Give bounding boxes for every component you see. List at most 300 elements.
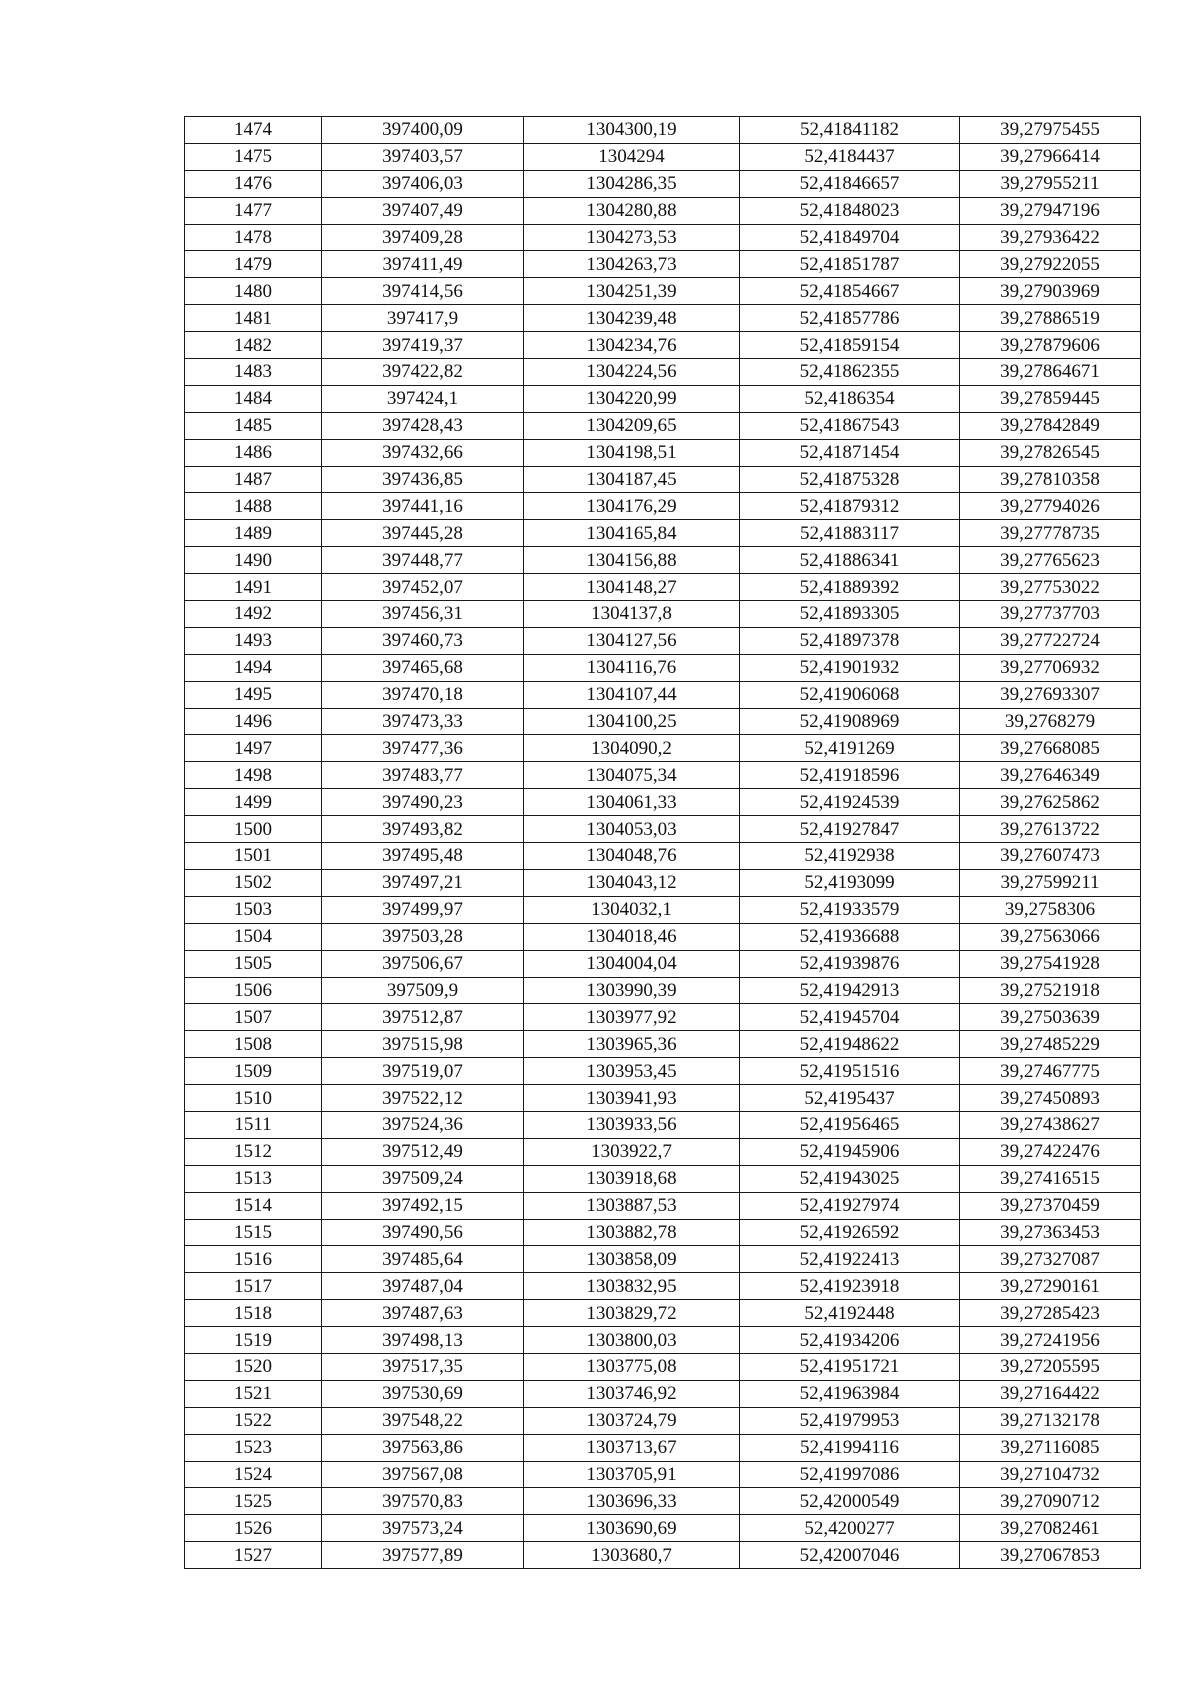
longitude-cell: 39,27722724 xyxy=(960,627,1141,654)
y-coordinate-cell: 1303887,53 xyxy=(524,1192,740,1219)
y-coordinate-cell: 1303800,03 xyxy=(524,1327,740,1354)
point-number-cell: 1513 xyxy=(185,1165,322,1192)
point-number-cell: 1504 xyxy=(185,923,322,950)
table-row xyxy=(185,385,1141,412)
table-row xyxy=(185,1165,1141,1192)
table-row xyxy=(185,359,1141,386)
point-number-cell: 1512 xyxy=(185,1138,322,1165)
point-number-cell: 1515 xyxy=(185,1219,322,1246)
point-number-cell: 1522 xyxy=(185,1407,322,1434)
x-coordinate-cell: 397497,21 xyxy=(322,869,524,896)
table-row xyxy=(185,412,1141,439)
table-row xyxy=(185,520,1141,547)
x-coordinate-cell: 397485,64 xyxy=(322,1246,524,1273)
x-coordinate-cell: 397512,87 xyxy=(322,1004,524,1031)
table-row xyxy=(185,1407,1141,1434)
table-row xyxy=(185,627,1141,654)
y-coordinate-cell: 1304187,45 xyxy=(524,466,740,493)
longitude-cell: 39,27090712 xyxy=(960,1488,1141,1515)
table-row xyxy=(185,708,1141,735)
coordinates-table xyxy=(184,116,1141,1569)
latitude-cell: 52,41956465 xyxy=(740,1111,960,1138)
point-number-cell: 1502 xyxy=(185,869,322,896)
longitude-cell: 39,27922055 xyxy=(960,251,1141,278)
y-coordinate-cell: 1304048,76 xyxy=(524,843,740,870)
latitude-cell: 52,41846657 xyxy=(740,170,960,197)
point-number-cell: 1505 xyxy=(185,950,322,977)
y-coordinate-cell: 1304032,1 xyxy=(524,896,740,923)
table-row xyxy=(185,1380,1141,1407)
y-coordinate-cell: 1304294 xyxy=(524,143,740,170)
point-number-cell: 1503 xyxy=(185,896,322,923)
table-row xyxy=(185,1542,1141,1569)
longitude-cell: 39,27947196 xyxy=(960,197,1141,224)
x-coordinate-cell: 397524,36 xyxy=(322,1111,524,1138)
latitude-cell: 52,4192938 xyxy=(740,843,960,870)
x-coordinate-cell: 397465,68 xyxy=(322,654,524,681)
point-number-cell: 1508 xyxy=(185,1031,322,1058)
longitude-cell: 39,2768279 xyxy=(960,708,1141,735)
y-coordinate-cell: 1304107,44 xyxy=(524,681,740,708)
x-coordinate-cell: 397499,97 xyxy=(322,896,524,923)
latitude-cell: 52,41918596 xyxy=(740,762,960,789)
longitude-cell: 39,27613722 xyxy=(960,816,1141,843)
point-number-cell: 1500 xyxy=(185,816,322,843)
y-coordinate-cell: 1303953,45 xyxy=(524,1058,740,1085)
longitude-cell: 39,27794026 xyxy=(960,493,1141,520)
latitude-cell: 52,41901932 xyxy=(740,654,960,681)
latitude-cell: 52,41862355 xyxy=(740,359,960,386)
y-coordinate-cell: 1304224,56 xyxy=(524,359,740,386)
latitude-cell: 52,41893305 xyxy=(740,601,960,628)
latitude-cell: 52,41979953 xyxy=(740,1407,960,1434)
longitude-cell: 39,27521918 xyxy=(960,977,1141,1004)
point-number-cell: 1484 xyxy=(185,385,322,412)
x-coordinate-cell: 397495,48 xyxy=(322,843,524,870)
longitude-cell: 39,27290161 xyxy=(960,1273,1141,1300)
table-row xyxy=(185,1111,1141,1138)
table-row xyxy=(185,305,1141,332)
x-coordinate-cell: 397411,49 xyxy=(322,251,524,278)
point-number-cell: 1477 xyxy=(185,197,322,224)
y-coordinate-cell: 1304251,39 xyxy=(524,278,740,305)
point-number-cell: 1497 xyxy=(185,735,322,762)
table-row xyxy=(185,1300,1141,1327)
longitude-cell: 39,27370459 xyxy=(960,1192,1141,1219)
y-coordinate-cell: 1304018,46 xyxy=(524,923,740,950)
table-row xyxy=(185,1273,1141,1300)
longitude-cell: 39,27485229 xyxy=(960,1031,1141,1058)
latitude-cell: 52,41926592 xyxy=(740,1219,960,1246)
latitude-cell: 52,41942913 xyxy=(740,977,960,1004)
latitude-cell: 52,42000549 xyxy=(740,1488,960,1515)
point-number-cell: 1476 xyxy=(185,170,322,197)
latitude-cell: 52,41951516 xyxy=(740,1058,960,1085)
point-number-cell: 1527 xyxy=(185,1542,322,1569)
latitude-cell: 52,4193099 xyxy=(740,869,960,896)
x-coordinate-cell: 397424,1 xyxy=(322,385,524,412)
longitude-cell: 39,27082461 xyxy=(960,1515,1141,1542)
latitude-cell: 52,41841182 xyxy=(740,117,960,144)
longitude-cell: 39,27706932 xyxy=(960,654,1141,681)
x-coordinate-cell: 397445,28 xyxy=(322,520,524,547)
x-coordinate-cell: 397487,04 xyxy=(322,1273,524,1300)
longitude-cell: 39,27067853 xyxy=(960,1542,1141,1569)
y-coordinate-cell: 1304234,76 xyxy=(524,332,740,359)
y-coordinate-cell: 1304137,8 xyxy=(524,601,740,628)
longitude-cell: 39,27607473 xyxy=(960,843,1141,870)
latitude-cell: 52,41927974 xyxy=(740,1192,960,1219)
point-number-cell: 1483 xyxy=(185,359,322,386)
x-coordinate-cell: 397470,18 xyxy=(322,681,524,708)
longitude-cell: 39,27879606 xyxy=(960,332,1141,359)
point-number-cell: 1518 xyxy=(185,1300,322,1327)
longitude-cell: 39,27450893 xyxy=(960,1085,1141,1112)
point-number-cell: 1491 xyxy=(185,574,322,601)
x-coordinate-cell: 397577,89 xyxy=(322,1542,524,1569)
latitude-cell: 52,41851787 xyxy=(740,251,960,278)
y-coordinate-cell: 1304043,12 xyxy=(524,869,740,896)
longitude-cell: 39,27132178 xyxy=(960,1407,1141,1434)
x-coordinate-cell: 397498,13 xyxy=(322,1327,524,1354)
x-coordinate-cell: 397570,83 xyxy=(322,1488,524,1515)
point-number-cell: 1520 xyxy=(185,1353,322,1380)
table-row xyxy=(185,224,1141,251)
x-coordinate-cell: 397428,43 xyxy=(322,412,524,439)
point-number-cell: 1496 xyxy=(185,708,322,735)
y-coordinate-cell: 1304280,88 xyxy=(524,197,740,224)
table-row xyxy=(185,278,1141,305)
point-number-cell: 1485 xyxy=(185,412,322,439)
point-number-cell: 1474 xyxy=(185,117,322,144)
x-coordinate-cell: 397487,63 xyxy=(322,1300,524,1327)
table-row xyxy=(185,493,1141,520)
table-row xyxy=(185,197,1141,224)
x-coordinate-cell: 397432,66 xyxy=(322,439,524,466)
y-coordinate-cell: 1304075,34 xyxy=(524,762,740,789)
y-coordinate-cell: 1303724,79 xyxy=(524,1407,740,1434)
latitude-cell: 52,4186354 xyxy=(740,385,960,412)
y-coordinate-cell: 1304176,29 xyxy=(524,493,740,520)
y-coordinate-cell: 1304148,27 xyxy=(524,574,740,601)
x-coordinate-cell: 397406,03 xyxy=(322,170,524,197)
x-coordinate-cell: 397567,08 xyxy=(322,1461,524,1488)
table-row xyxy=(185,143,1141,170)
longitude-cell: 39,27625862 xyxy=(960,789,1141,816)
point-number-cell: 1489 xyxy=(185,520,322,547)
latitude-cell: 52,42007046 xyxy=(740,1542,960,1569)
longitude-cell: 39,27164422 xyxy=(960,1380,1141,1407)
longitude-cell: 39,27975455 xyxy=(960,117,1141,144)
longitude-cell: 39,27327087 xyxy=(960,1246,1141,1273)
table-row xyxy=(185,1085,1141,1112)
y-coordinate-cell: 1303922,7 xyxy=(524,1138,740,1165)
point-number-cell: 1501 xyxy=(185,843,322,870)
latitude-cell: 52,41943025 xyxy=(740,1165,960,1192)
latitude-cell: 52,41875328 xyxy=(740,466,960,493)
y-coordinate-cell: 1303680,7 xyxy=(524,1542,740,1569)
x-coordinate-cell: 397530,69 xyxy=(322,1380,524,1407)
table-row xyxy=(185,1219,1141,1246)
point-number-cell: 1506 xyxy=(185,977,322,1004)
table-row xyxy=(185,466,1141,493)
latitude-cell: 52,41879312 xyxy=(740,493,960,520)
x-coordinate-cell: 397492,15 xyxy=(322,1192,524,1219)
point-number-cell: 1486 xyxy=(185,439,322,466)
y-coordinate-cell: 1303977,92 xyxy=(524,1004,740,1031)
latitude-cell: 52,41997086 xyxy=(740,1461,960,1488)
longitude-cell: 39,27936422 xyxy=(960,224,1141,251)
x-coordinate-cell: 397452,07 xyxy=(322,574,524,601)
x-coordinate-cell: 397417,9 xyxy=(322,305,524,332)
table-row xyxy=(185,1138,1141,1165)
x-coordinate-cell: 397506,67 xyxy=(322,950,524,977)
longitude-cell: 39,27859445 xyxy=(960,385,1141,412)
longitude-cell: 39,27778735 xyxy=(960,520,1141,547)
longitude-cell: 39,27753022 xyxy=(960,574,1141,601)
table-row xyxy=(185,762,1141,789)
y-coordinate-cell: 1303696,33 xyxy=(524,1488,740,1515)
latitude-cell: 52,4192448 xyxy=(740,1300,960,1327)
table-row xyxy=(185,1488,1141,1515)
point-number-cell: 1480 xyxy=(185,278,322,305)
y-coordinate-cell: 1304239,48 xyxy=(524,305,740,332)
x-coordinate-cell: 397522,12 xyxy=(322,1085,524,1112)
longitude-cell: 39,27842849 xyxy=(960,412,1141,439)
table-row xyxy=(185,896,1141,923)
table-row xyxy=(185,1031,1141,1058)
x-coordinate-cell: 397400,09 xyxy=(322,117,524,144)
latitude-cell: 52,41963984 xyxy=(740,1380,960,1407)
y-coordinate-cell: 1304127,56 xyxy=(524,627,740,654)
point-number-cell: 1488 xyxy=(185,493,322,520)
y-coordinate-cell: 1304116,76 xyxy=(524,654,740,681)
table-row xyxy=(185,869,1141,896)
longitude-cell: 39,27467775 xyxy=(960,1058,1141,1085)
x-coordinate-cell: 397548,22 xyxy=(322,1407,524,1434)
point-number-cell: 1509 xyxy=(185,1058,322,1085)
point-number-cell: 1510 xyxy=(185,1085,322,1112)
latitude-cell: 52,41994116 xyxy=(740,1434,960,1461)
table-row xyxy=(185,735,1141,762)
latitude-cell: 52,41857786 xyxy=(740,305,960,332)
latitude-cell: 52,41945704 xyxy=(740,1004,960,1031)
y-coordinate-cell: 1304156,88 xyxy=(524,547,740,574)
latitude-cell: 52,41906068 xyxy=(740,681,960,708)
table-row xyxy=(185,332,1141,359)
y-coordinate-cell: 1304209,65 xyxy=(524,412,740,439)
table-row xyxy=(185,1192,1141,1219)
table-row xyxy=(185,1004,1141,1031)
latitude-cell: 52,41923918 xyxy=(740,1273,960,1300)
x-coordinate-cell: 397436,85 xyxy=(322,466,524,493)
latitude-cell: 52,41886341 xyxy=(740,547,960,574)
x-coordinate-cell: 397409,28 xyxy=(322,224,524,251)
longitude-cell: 39,27285423 xyxy=(960,1300,1141,1327)
longitude-cell: 39,27503639 xyxy=(960,1004,1141,1031)
latitude-cell: 52,41936688 xyxy=(740,923,960,950)
x-coordinate-cell: 397419,37 xyxy=(322,332,524,359)
x-coordinate-cell: 397422,82 xyxy=(322,359,524,386)
x-coordinate-cell: 397490,23 xyxy=(322,789,524,816)
point-number-cell: 1481 xyxy=(185,305,322,332)
latitude-cell: 52,41897378 xyxy=(740,627,960,654)
longitude-cell: 39,27864671 xyxy=(960,359,1141,386)
table-row xyxy=(185,654,1141,681)
table-row xyxy=(185,1353,1141,1380)
longitude-cell: 39,27810358 xyxy=(960,466,1141,493)
table-row xyxy=(185,1434,1141,1461)
table-row xyxy=(185,547,1141,574)
table-row xyxy=(185,1246,1141,1273)
x-coordinate-cell: 397512,49 xyxy=(322,1138,524,1165)
longitude-cell: 39,27966414 xyxy=(960,143,1141,170)
longitude-cell: 39,27563066 xyxy=(960,923,1141,950)
table-row xyxy=(185,843,1141,870)
longitude-cell: 39,27903969 xyxy=(960,278,1141,305)
point-number-cell: 1511 xyxy=(185,1111,322,1138)
point-number-cell: 1487 xyxy=(185,466,322,493)
y-coordinate-cell: 1303746,92 xyxy=(524,1380,740,1407)
point-number-cell: 1475 xyxy=(185,143,322,170)
x-coordinate-cell: 397503,28 xyxy=(322,923,524,950)
x-coordinate-cell: 397403,57 xyxy=(322,143,524,170)
table-row xyxy=(185,977,1141,1004)
x-coordinate-cell: 397477,36 xyxy=(322,735,524,762)
longitude-cell: 39,27765623 xyxy=(960,547,1141,574)
x-coordinate-cell: 397414,56 xyxy=(322,278,524,305)
table-row xyxy=(185,1461,1141,1488)
latitude-cell: 52,41854667 xyxy=(740,278,960,305)
point-number-cell: 1517 xyxy=(185,1273,322,1300)
table-row xyxy=(185,170,1141,197)
longitude-cell: 39,27422476 xyxy=(960,1138,1141,1165)
point-number-cell: 1525 xyxy=(185,1488,322,1515)
x-coordinate-cell: 397456,31 xyxy=(322,601,524,628)
table-row xyxy=(185,681,1141,708)
x-coordinate-cell: 397441,16 xyxy=(322,493,524,520)
x-coordinate-cell: 397517,35 xyxy=(322,1353,524,1380)
y-coordinate-cell: 1304273,53 xyxy=(524,224,740,251)
latitude-cell: 52,41871454 xyxy=(740,439,960,466)
longitude-cell: 39,27886519 xyxy=(960,305,1141,332)
y-coordinate-cell: 1304053,03 xyxy=(524,816,740,843)
longitude-cell: 39,27205595 xyxy=(960,1353,1141,1380)
y-coordinate-cell: 1303829,72 xyxy=(524,1300,740,1327)
point-number-cell: 1526 xyxy=(185,1515,322,1542)
point-number-cell: 1524 xyxy=(185,1461,322,1488)
latitude-cell: 52,41849704 xyxy=(740,224,960,251)
latitude-cell: 52,41889392 xyxy=(740,574,960,601)
latitude-cell: 52,41908969 xyxy=(740,708,960,735)
point-number-cell: 1490 xyxy=(185,547,322,574)
table-row xyxy=(185,601,1141,628)
x-coordinate-cell: 397490,56 xyxy=(322,1219,524,1246)
y-coordinate-cell: 1303918,68 xyxy=(524,1165,740,1192)
y-coordinate-cell: 1303713,67 xyxy=(524,1434,740,1461)
y-coordinate-cell: 1304286,35 xyxy=(524,170,740,197)
x-coordinate-cell: 397509,9 xyxy=(322,977,524,1004)
longitude-cell: 39,27416515 xyxy=(960,1165,1141,1192)
point-number-cell: 1495 xyxy=(185,681,322,708)
longitude-cell: 39,27599211 xyxy=(960,869,1141,896)
latitude-cell: 52,41867543 xyxy=(740,412,960,439)
x-coordinate-cell: 397493,82 xyxy=(322,816,524,843)
y-coordinate-cell: 1304100,25 xyxy=(524,708,740,735)
table-row xyxy=(185,251,1141,278)
x-coordinate-cell: 397460,73 xyxy=(322,627,524,654)
latitude-cell: 52,41883117 xyxy=(740,520,960,547)
point-number-cell: 1498 xyxy=(185,762,322,789)
y-coordinate-cell: 1303965,36 xyxy=(524,1031,740,1058)
table-row xyxy=(185,574,1141,601)
longitude-cell: 39,27737703 xyxy=(960,601,1141,628)
table-row xyxy=(185,923,1141,950)
y-coordinate-cell: 1303832,95 xyxy=(524,1273,740,1300)
table-row xyxy=(185,439,1141,466)
point-number-cell: 1523 xyxy=(185,1434,322,1461)
latitude-cell: 52,41933579 xyxy=(740,896,960,923)
table-row xyxy=(185,1327,1141,1354)
y-coordinate-cell: 1304263,73 xyxy=(524,251,740,278)
y-coordinate-cell: 1303858,09 xyxy=(524,1246,740,1273)
latitude-cell: 52,41948622 xyxy=(740,1031,960,1058)
latitude-cell: 52,41934206 xyxy=(740,1327,960,1354)
point-number-cell: 1507 xyxy=(185,1004,322,1031)
latitude-cell: 52,41951721 xyxy=(740,1353,960,1380)
longitude-cell: 39,27241956 xyxy=(960,1327,1141,1354)
latitude-cell: 52,4195437 xyxy=(740,1085,960,1112)
y-coordinate-cell: 1304198,51 xyxy=(524,439,740,466)
point-number-cell: 1516 xyxy=(185,1246,322,1273)
longitude-cell: 39,27438627 xyxy=(960,1111,1141,1138)
y-coordinate-cell: 1304090,2 xyxy=(524,735,740,762)
table-row xyxy=(185,950,1141,977)
longitude-cell: 39,27363453 xyxy=(960,1219,1141,1246)
y-coordinate-cell: 1303933,56 xyxy=(524,1111,740,1138)
latitude-cell: 52,41927847 xyxy=(740,816,960,843)
point-number-cell: 1493 xyxy=(185,627,322,654)
longitude-cell: 39,27646349 xyxy=(960,762,1141,789)
x-coordinate-cell: 397515,98 xyxy=(322,1031,524,1058)
point-number-cell: 1521 xyxy=(185,1380,322,1407)
latitude-cell: 52,41939876 xyxy=(740,950,960,977)
y-coordinate-cell: 1304300,19 xyxy=(524,117,740,144)
longitude-cell: 39,27541928 xyxy=(960,950,1141,977)
latitude-cell: 52,4200277 xyxy=(740,1515,960,1542)
y-coordinate-cell: 1304061,33 xyxy=(524,789,740,816)
x-coordinate-cell: 397519,07 xyxy=(322,1058,524,1085)
table-row xyxy=(185,117,1141,144)
y-coordinate-cell: 1303705,91 xyxy=(524,1461,740,1488)
table-row xyxy=(185,816,1141,843)
longitude-cell: 39,27104732 xyxy=(960,1461,1141,1488)
latitude-cell: 52,41848023 xyxy=(740,197,960,224)
y-coordinate-cell: 1303690,69 xyxy=(524,1515,740,1542)
x-coordinate-cell: 397483,77 xyxy=(322,762,524,789)
coordinates-table-body xyxy=(185,117,1141,1569)
y-coordinate-cell: 1303882,78 xyxy=(524,1219,740,1246)
latitude-cell: 52,41922413 xyxy=(740,1246,960,1273)
longitude-cell: 39,2758306 xyxy=(960,896,1141,923)
longitude-cell: 39,27955211 xyxy=(960,170,1141,197)
latitude-cell: 52,41924539 xyxy=(740,789,960,816)
y-coordinate-cell: 1304220,99 xyxy=(524,385,740,412)
longitude-cell: 39,27116085 xyxy=(960,1434,1141,1461)
latitude-cell: 52,4191269 xyxy=(740,735,960,762)
x-coordinate-cell: 397509,24 xyxy=(322,1165,524,1192)
table-row xyxy=(185,1058,1141,1085)
